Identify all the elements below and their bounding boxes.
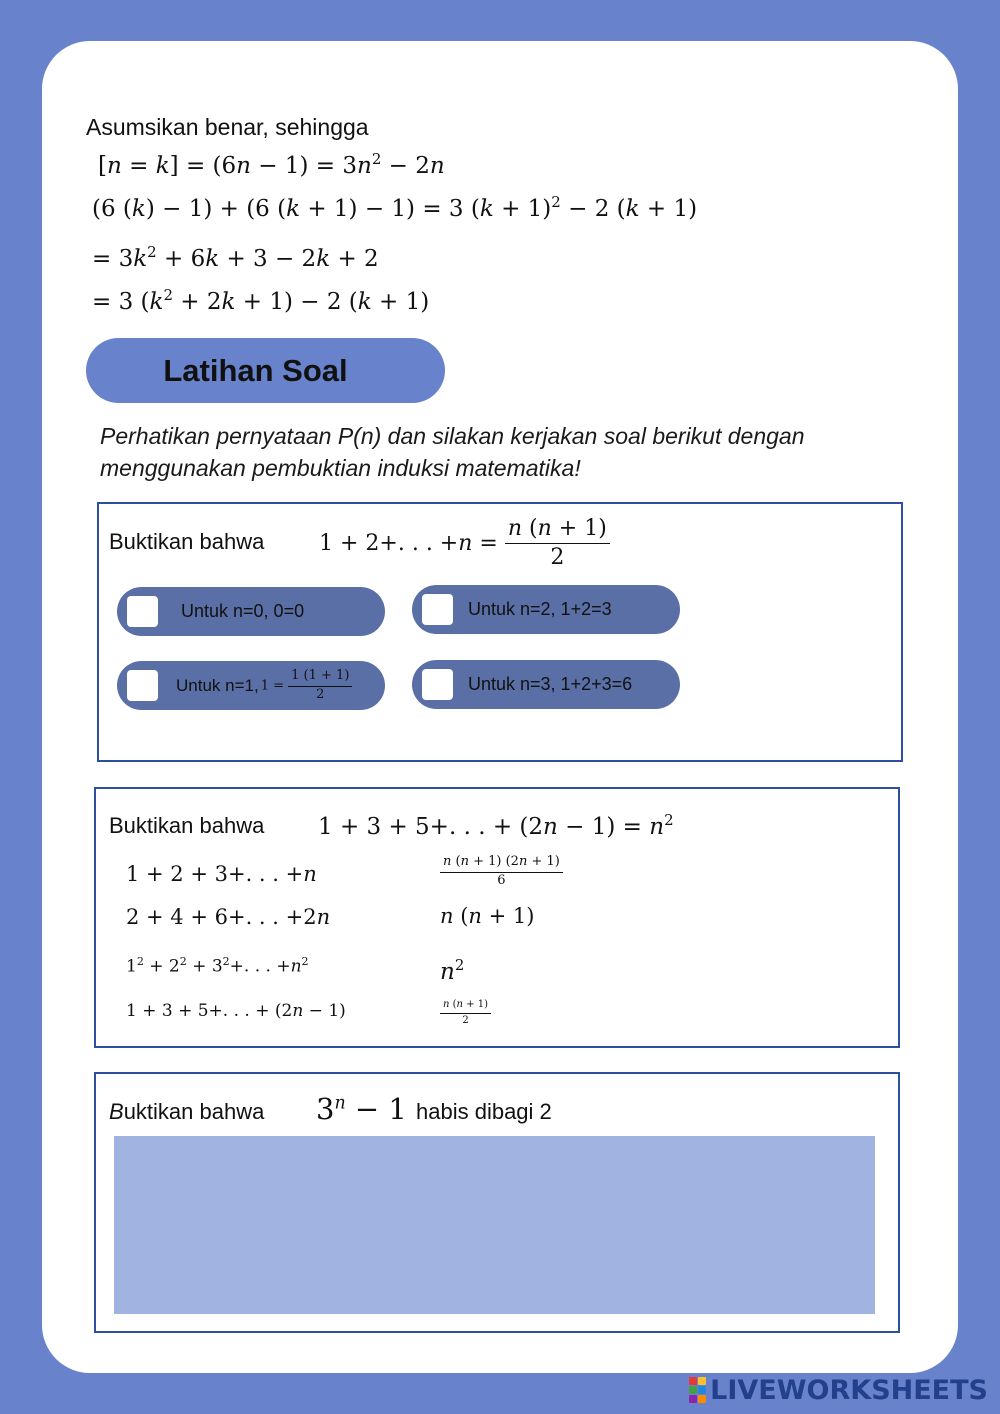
question-1-box [97,502,903,762]
option-n2[interactable] [412,585,680,634]
option-n1[interactable] [117,661,385,710]
question-2-prompt: Buktikan bahwa [109,813,265,838]
match-right-2[interactable]: n (n + 1) [440,904,535,928]
option-n1-checkbox[interactable] [127,670,158,701]
intro-text: Asumsikan benar, sehingga [86,114,369,140]
match-right-1[interactable]: $\frac{n (n + 1) (2n + 1)}{6}$ [440,855,563,889]
match-right-3[interactable]: $n^2$ [440,956,465,985]
question-1-formula: 1 + 2+. . . +n = $\frac{n (n + 1)}{2}$ [319,516,610,571]
option-n3-label: Untuk n=3, 1+2+3=6 [468,674,633,694]
question-3-prompt-rest: uktikan bahwa [123,1099,265,1124]
brand-name: LIVEWORKSHEETS [710,1374,988,1406]
option-n1-formula: 1 = $\frac{1 (1 + 1)}{2}$ [261,669,353,703]
instruction-text: Perhatikan pernyataan P(n) dan silakan kerjakan soal berikut dengan menggunakan pembuktian induksi matematika! [100,423,805,481]
brand-logo-icon [689,1377,706,1403]
liveworksheets-logo [689,1372,988,1408]
question-2-formula: 1 + 3 + 5+. . . + $(2n - 1) = n^2$ [318,811,674,840]
option-n3[interactable] [412,660,680,709]
question-3-suffix: habis dibagi 2 [416,1099,552,1124]
option-n0-label: Untuk n=0, 0=0 [181,601,305,621]
equation-step-2: = $3k^2 + 6k + 3 - 2k + 2$ [92,243,379,272]
question-3-formula: $3^n - 1$ [316,1092,407,1126]
match-left-3[interactable]: $1^2 + 2^2 + 3^2+$. . . $+n^2$ [126,955,309,977]
option-n2-checkbox[interactable] [422,594,453,625]
section-title: Latihan Soal [86,338,445,403]
match-left-1[interactable]: 1 + 2 + 3+. . . +n [126,862,317,886]
option-n0[interactable] [117,587,385,636]
match-left-4[interactable]: 1 + 3 + 5+. . . + (2n − 1) [126,1001,346,1021]
answer-textarea[interactable] [114,1136,875,1314]
option-n3-checkbox[interactable] [422,669,453,700]
equation-step-1: (6 (k) − 1) + (6 (k + 1) − 1) = 3 $(k + 1)^2 - 2$ (k + 1) [92,193,698,222]
option-n2-label: Untuk n=2, 1+2=3 [468,599,612,619]
question-3-prompt [109,1099,264,1125]
equation-step-3: = 3 $(k^2 + 2k + 1) - 2$ (k + 1) [92,286,430,315]
option-n0-checkbox[interactable] [127,596,158,627]
match-right-4[interactable]: $\frac{n (n + 1)}{2}$ [440,999,491,1026]
match-left-2[interactable]: 2 + 4 + 6+. . . +2n [126,905,331,929]
option-n1-label: Untuk n=1, [176,675,259,695]
question-1-prompt: Buktikan bahwa [109,529,265,554]
question-3-prompt-start: B [109,1099,124,1124]
equation-assumption: $[n = k] = (6n - 1) = 3n^2 - 2n$ [98,150,445,179]
question-2-box [94,787,900,1048]
